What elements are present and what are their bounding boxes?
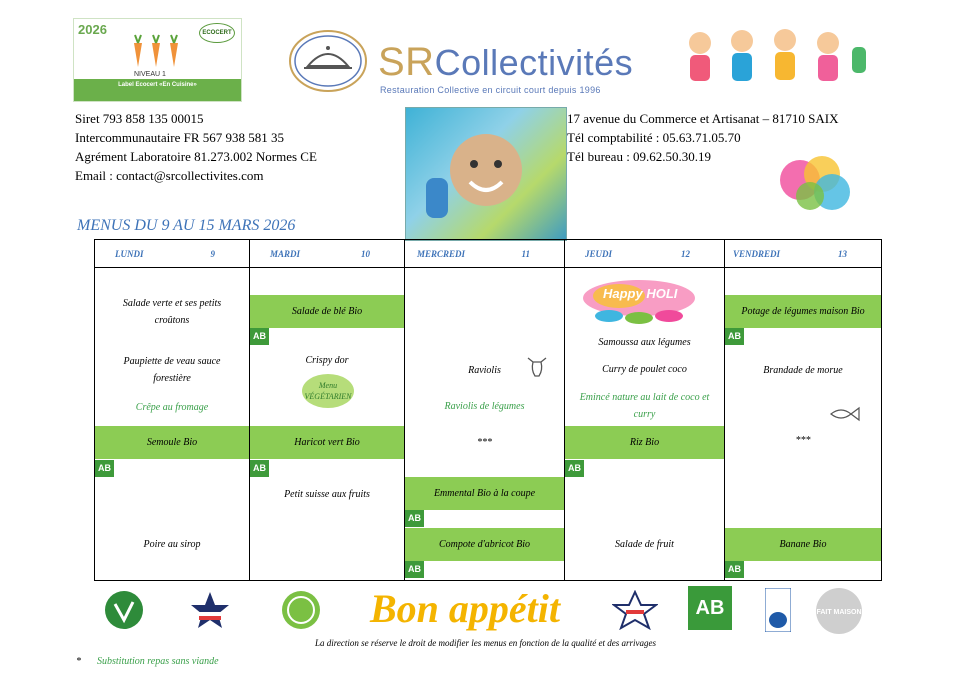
day-header: [95, 240, 249, 268]
brand-main: Collectivités: [434, 42, 634, 83]
color-splash-icon: [770, 150, 862, 214]
menu-item-entree: Salade de blé Bio: [250, 295, 404, 328]
menu-item-plat: Paupiette de veau sauce forestière: [123, 356, 221, 384]
menu-item-dessert: Banane Bio: [725, 528, 881, 561]
ecocert-level: NIVEAU 1: [134, 71, 166, 78]
menu-item-dessert: Compote d'abricot Bio: [405, 528, 564, 561]
menu-title: MENUS DU 9 AU 15 MARS 2026: [77, 217, 296, 234]
brand-prefix: SR: [378, 40, 435, 84]
menu-item-accomp: Haricot vert Bio: [250, 426, 404, 459]
brand-name: [378, 40, 633, 85]
day-header: [565, 240, 724, 268]
ab-icon: AB: [405, 510, 424, 527]
column-vendredi: [725, 240, 881, 580]
menu-item-dessert: Poire au sirop: [143, 539, 201, 550]
ecocert-seal: ECOCERT: [199, 23, 235, 43]
day-header: [250, 240, 404, 268]
day-name: MERCREDI: [417, 249, 466, 259]
email: Email : contact@srcollectivites.com: [75, 168, 264, 183]
beef-icon: [525, 354, 549, 380]
substitution-text: Substitution repas sans viande: [97, 656, 219, 667]
ab-icon: AB: [250, 460, 269, 477]
menu-item-substitution: Crêpe au fromage: [135, 402, 209, 413]
column-mercredi: [405, 240, 565, 580]
ecocert-year: 2026: [78, 22, 107, 37]
ab-icon: AB: [405, 561, 424, 578]
day-name: MARDI: [270, 249, 301, 259]
day-name: VENDREDI: [733, 249, 781, 259]
separator: ***: [477, 437, 492, 448]
column-jeudi: [565, 240, 725, 580]
day-header: [725, 240, 881, 268]
ab-logo: AB: [688, 586, 732, 630]
brand-tagline: Restauration Collective en circuit court depuis 1996: [380, 85, 601, 95]
substitution-legend: [76, 656, 219, 667]
menu-item-plat: Crispy dor: [305, 355, 349, 366]
menu-item-accomp: Riz Bio: [565, 426, 724, 459]
smiling-child-icon: [406, 108, 566, 240]
cloche-logo-icon: [288, 28, 368, 94]
french-pork-logo-icon: [190, 590, 230, 630]
company-info-left: [75, 109, 317, 185]
menu-item-fromage: Emmental Bio à la coupe: [405, 477, 564, 510]
tel-compta: Tél comptabilité : 05.63.71.05.70: [567, 130, 741, 145]
vegetarian-logo-icon: [104, 590, 144, 630]
viande-bovine-francaise-icon: [612, 590, 658, 630]
ab-icon: AB: [250, 328, 269, 345]
fish-icon: [829, 406, 861, 422]
menu-table: [94, 239, 882, 581]
menu-item-substitution: Raviolis de légumes: [444, 401, 525, 412]
vegetarian-badge: Menu VÉGÉTARIEN: [302, 374, 354, 408]
menu-item-plat: Brandade de morue: [763, 365, 843, 376]
address: 17 avenue du Commerce et Artisanat – 81710 SAIX: [567, 111, 839, 126]
bon-appetit: Bon appétit: [370, 586, 561, 631]
day-number: 13: [838, 249, 847, 259]
fait-maison-logo: FAIT MAISON: [816, 588, 862, 634]
holi-photo: [405, 107, 567, 241]
menu-item-substitution: Emincé nature au lait de coco et curry: [579, 392, 710, 420]
column-lundi: [95, 240, 250, 580]
ab-icon: AB: [725, 328, 744, 345]
column-mardi: [250, 240, 405, 580]
label-rouge-logo-icon: [281, 590, 321, 630]
siret: Siret 793 858 135 00015: [75, 111, 204, 126]
tel-bureau: Tél bureau : 09.62.50.30.19: [567, 149, 712, 164]
day-name: JEUDI: [585, 249, 613, 259]
agrement: Agrément Laboratoire 81.273.002 Normes CE: [75, 149, 317, 164]
menu-item-entree: Samoussa aux légumes: [598, 337, 691, 348]
separator: ***: [795, 435, 811, 446]
menu-item-accomp: Semoule Bio: [95, 426, 249, 459]
happy-holi-banner: [579, 276, 699, 324]
ab-icon: AB: [725, 561, 744, 578]
day-number: 10: [361, 249, 370, 259]
day-header: [405, 240, 564, 268]
day-name: LUNDI: [115, 249, 144, 259]
day-number: 9: [210, 249, 215, 259]
msc-logo-icon: [765, 588, 791, 632]
day-number: 12: [681, 249, 690, 259]
ab-icon: AB: [95, 460, 114, 477]
menu-item-plat: Raviolis: [468, 365, 501, 376]
carrots-icon: [126, 33, 188, 69]
menu-item-dessert: Salade de fruit: [615, 539, 674, 550]
substitution-star: *: [76, 656, 81, 667]
menu-item-plat: Curry de poulet coco: [602, 364, 687, 375]
kids-illustration: [680, 25, 870, 93]
ecocert-label: [73, 18, 242, 102]
menu-item-entree: Salade verte et ses petits croûtons: [122, 298, 222, 326]
ecocert-band: Label Ecocert «En Cuisine»: [74, 79, 241, 101]
disclaimer: La direction se réserve le droit de modifier les menus en fonction de la qualité et des arrivages: [314, 638, 657, 648]
day-number: 11: [521, 249, 530, 259]
menu-item-entree: Potage de légumes maison Bio: [725, 295, 881, 328]
intercom: Intercommunautaire FR 567 938 581 35: [75, 130, 285, 145]
menu-item-dessert: Petit suisse aux fruits: [284, 489, 370, 500]
holi-text: Happy HOLI: [603, 286, 678, 301]
ab-icon: AB: [565, 460, 584, 477]
